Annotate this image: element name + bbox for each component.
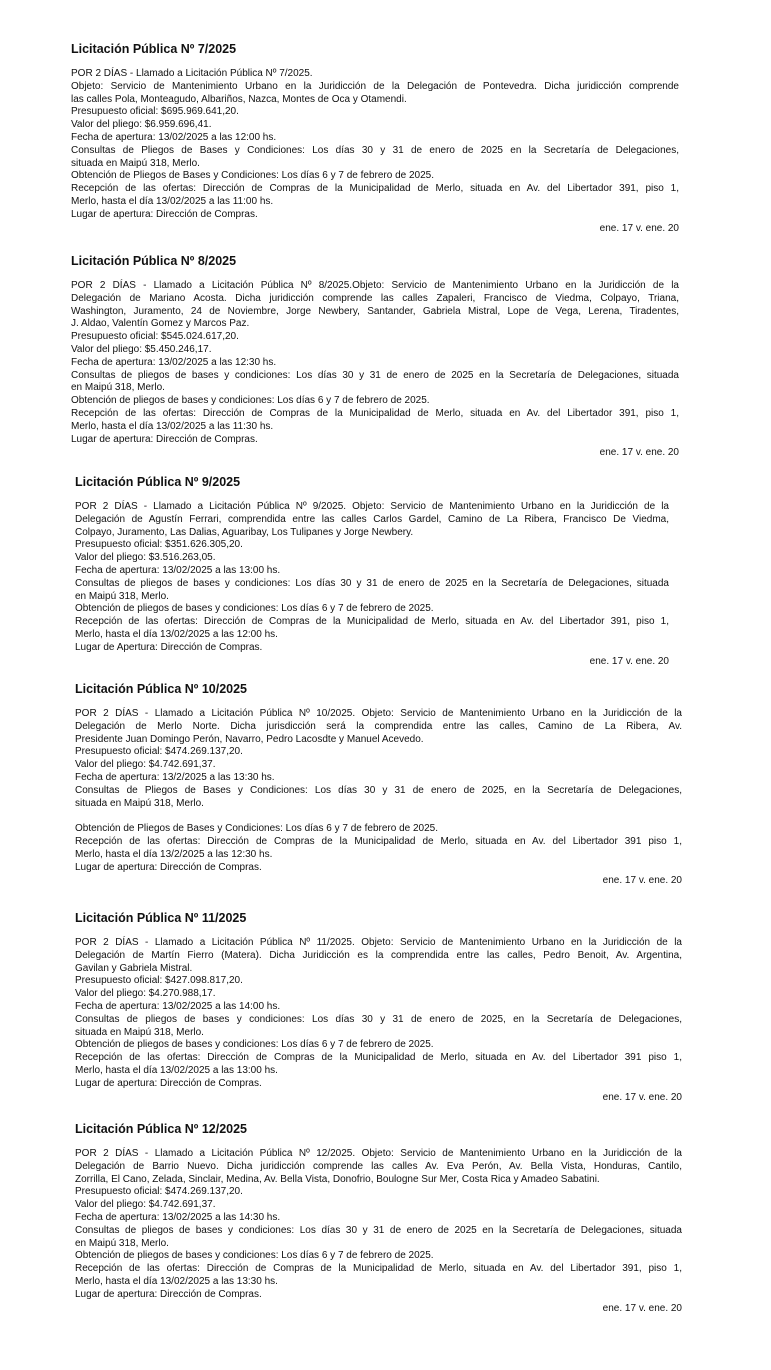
- notice-line: Lugar de apertura: Dirección de Compras.: [75, 861, 262, 873]
- notice-line: en Maipú 318, Merlo.: [75, 590, 169, 602]
- notice-line: Delegación de Merlo Norte. Dicha jurisdicción será la comprendida entre las calles, Camino de La Ribera, Av.: [75, 720, 682, 732]
- publication-dates: ene. 17 v. ene. 20: [599, 447, 679, 459]
- notice-line: Recepción de las ofertas: Dirección de Compras de la Municipalidad de Merlo, situada en Av. del Libertador 391, piso 1,: [71, 183, 679, 195]
- notice-title: Licitación Pública Nº 9/2025: [75, 475, 241, 489]
- notice-line: Lugar de apertura: Dirección de Compras.: [75, 1288, 262, 1300]
- notice-line: Delegación de Barrio Nuevo. Dicha juridicción comprende las calles Av. Eva Perón, Av. Bella Vista, Honduras, Cantilo,: [75, 1160, 682, 1172]
- notice-line: Gavilan y Gabriela Mistral.: [75, 962, 193, 974]
- notice-line: Fecha de apertura: 13/2/2025 a las 13:30 hs.: [75, 771, 275, 783]
- notice-line: Lugar de apertura: Dirección de Compras.: [71, 433, 258, 445]
- notice-body: [75, 1148, 682, 1302]
- notice-line: Recepción de las ofertas: Dirección de Compras de la Municipalidad de Merlo, situada en Av. del Libertador 391, piso 1,: [75, 616, 669, 628]
- notice-line: POR 2 DÍAS - Llamado a Licitación Pública Nº 11/2025. Objeto: Servicio de Mantenimiento Urbano en la Juridicción de la: [75, 937, 682, 948]
- publication-dates: ene. 17 v. ene. 20: [602, 875, 682, 887]
- notice-line: Fecha de apertura: 13/02/2025 a las 13:00 hs.: [75, 564, 281, 576]
- notice-line: Merlo, hasta el día 13/02/2025 a las 12:00 hs.: [75, 628, 278, 640]
- notice-line: Merlo, hasta el día 13/2/2025 a las 12:30 hs.: [75, 848, 273, 860]
- notice-line: Colpayo, Juramento, Las Dalias, Aguaribay, Los Tulipanes y Jorge Newbery.: [75, 526, 414, 538]
- notice-line: Recepción de las ofertas: Dirección de Compras de la Municipalidad de Merlo, situada en Av. del Libertador 391 piso 1,: [75, 835, 682, 847]
- notice-line: Consultas de pliegos de bases y condiciones: Los días 30 y 31 de enero de 2025 en la Secretaría de Delegaciones, situada: [71, 369, 679, 381]
- notice-line: Obtención de pliegos de bases y condiciones: Los días 6 y 7 de febrero de 2025.: [71, 395, 430, 407]
- notice-licitacion-10: [75, 682, 682, 888]
- notice-title: Licitación Pública Nº 11/2025: [75, 911, 247, 925]
- notice-line: Lugar de Apertura: Dirección de Compras.: [75, 641, 263, 653]
- notice-body: [71, 68, 679, 222]
- notice-body: [75, 708, 682, 874]
- notice-licitacion-8: [71, 254, 679, 460]
- notice-line: Consultas de pliegos de bases y condiciones: Los días 30 y 31 de enero de 2025, en la Secretaría de Delegaciones,: [75, 1013, 682, 1025]
- notice-line: Fecha de apertura: 13/02/2025 a las 12:30 hs.: [71, 356, 277, 368]
- notice-line: Delegación de Agustín Ferrari, comprendida entre las calles Carlos Gardel, Camino de La Ribera, Francisco De Viedma,: [75, 513, 669, 525]
- notice-title: Licitación Pública Nº 10/2025: [75, 682, 247, 696]
- notice-line: Consultas de pliegos de bases y condiciones: Los días 30 y 31 de enero de 2025 en la Secretaría de Delegaciones, situada: [75, 1224, 682, 1236]
- notice-line: Consultas de Pliegos de Bases y Condiciones: Los días 30 y 31 de enero de 2025 en la Secretaría de Delegaciones,: [71, 144, 679, 156]
- notice-line: Obtención de pliegos de bases y condiciones: Los días 6 y 7 de febrero de 2025.: [75, 603, 434, 615]
- notice-line: Presupuesto oficial: $545.024.617,20.: [71, 331, 239, 343]
- notice-line: Merlo, hasta el día 13/02/2025 a las 13:00 hs.: [75, 1064, 278, 1076]
- notice-body: [75, 937, 682, 1091]
- notice-line: Valor del pliego: $4.742.691,37.: [75, 759, 216, 771]
- notice-line: situada en Maipú 318, Merlo.: [75, 1026, 204, 1038]
- notice-line: Valor del pliego: $4.270.988,17.: [75, 988, 216, 1000]
- notice-line: Lugar de apertura: Dirección de Compras.: [75, 1077, 262, 1089]
- publication-dates: ene. 17 v. ene. 20: [599, 222, 679, 234]
- notice-line: POR 2 DÍAS - Llamado a Licitación Pública Nº 7/2025.: [71, 68, 313, 79]
- notice-line: J. Aldao, Valentín Gomez y Marcos Paz.: [71, 318, 250, 330]
- notice-licitacion-11: [75, 911, 682, 1104]
- notice-body: [71, 280, 679, 446]
- notice-title: Licitación Pública Nº 7/2025: [71, 42, 237, 56]
- notice-line: Lugar de apertura: Dirección de Compras.: [71, 208, 258, 220]
- notice-title: Licitación Pública Nº 12/2025: [75, 1122, 247, 1136]
- notice-licitacion-9: [75, 475, 669, 668]
- notice-line: Fecha de apertura: 13/02/2025 a las 14:30 hs.: [75, 1211, 281, 1223]
- notice-line: Recepción de las ofertas: Dirección de Compras de la Municipalidad de Merlo, situada en Av. del Libertador 391, piso 1,: [71, 407, 679, 419]
- notice-line: Merlo, hasta el día 13/02/2025 a las 11:30 hs.: [71, 420, 274, 432]
- notice-body: [75, 501, 669, 655]
- notice-line: Fecha de apertura: 13/02/2025 a las 14:00 hs.: [75, 1000, 281, 1012]
- notice-title: Licitación Pública Nº 8/2025: [71, 254, 237, 268]
- notice-line: Obtención de pliegos de bases y condiciones: Los días 6 y 7 de febrero de 2025.: [75, 1039, 434, 1051]
- notice-line: en Maipú 318, Merlo.: [75, 1237, 169, 1249]
- notice-line: Objeto: Servicio de Mantenimiento Urbano en la Juridicción de la Delegación de Pontevedra. Dicha juridicción comprende: [71, 80, 679, 92]
- notice-line: POR 2 DÍAS - Llamado a Licitación Pública Nº 10/2025. Objeto: Servicio de Mantenimiento Urbano en la Juridicción de la: [75, 708, 682, 719]
- notice-line: Recepción de las ofertas: Dirección de Compras de la Municipalidad de Merlo, situada en Av. del Libertador 391, piso 1,: [75, 1263, 682, 1275]
- publication-dates: ene. 17 v. ene. 20: [589, 655, 669, 667]
- notice-line: situada en Maipú 318, Merlo.: [71, 157, 200, 169]
- notice-line: Merlo, hasta el día 13/02/2025 a las 13:30 hs.: [75, 1275, 278, 1287]
- notice-line: Presupuesto oficial: $351.626.305,20.: [75, 539, 243, 551]
- publication-dates: ene. 17 v. ene. 20: [602, 1302, 682, 1314]
- notice-line: Fecha de apertura: 13/02/2025 a las 12:00 hs.: [71, 131, 277, 143]
- notice-line: Valor del pliego: $5.450.246,17.: [71, 343, 212, 355]
- notice-line: Consultas de Pliegos de Bases y Condiciones: Los días 30 y 31 de enero de 2025, en la Secretaría de Delegaciones,: [75, 784, 682, 796]
- notice-line: Recepción de las ofertas: Dirección de Compras de la Municipalidad de Merlo, situada en Av. del Libertador 391 piso 1,: [75, 1052, 682, 1064]
- notice-line: Zorrilla, El Cano, Zelada, Sinclair, Medina, Av. Bella Vista, Donofrio, Boulogne Sur Mer, Costa Rica y Amadeo Sabatini.: [75, 1173, 600, 1185]
- notice-licitacion-12: [75, 1122, 682, 1315]
- paragraph-gap: [75, 810, 682, 823]
- notice-line: POR 2 DÍAS - Llamado a Licitación Pública Nº 12/2025. Objeto: Servicio de Mantenimiento Urbano en la Juridicción de la: [75, 1148, 682, 1159]
- notice-line: Valor del pliego: $3.516.263,05.: [75, 552, 216, 564]
- notice-line: Presupuesto oficial: $427.098.817,20.: [75, 975, 243, 987]
- notice-licitacion-7: [71, 42, 679, 235]
- notice-line: Obtención de pliegos de bases y condiciones: Los días 6 y 7 de febrero de 2025.: [75, 1250, 434, 1262]
- notice-line: Delegación de Mariano Acosta. Dicha juridicción comprende las calles Zapaleri, Francisco de Viedma, Colpayo, Triana,: [71, 292, 679, 304]
- notice-line: POR 2 DÍAS - Llamado a Licitación Pública Nº 8/2025.Objeto: Servicio de Mantenimiento Urbano en la Juridicción de la: [71, 280, 679, 291]
- notice-line: en Maipú 318, Merlo.: [71, 382, 165, 394]
- notice-line: Presidente Juan Domingo Perón, Navarro, Pedro Lacosdte y Manuel Acevedo.: [75, 733, 424, 745]
- notice-line: Presupuesto oficial: $474.269.137,20.: [75, 1186, 243, 1198]
- notice-line: Valor del pliego: $6.959.696,41.: [71, 119, 212, 131]
- notice-line: situada en Maipú 318, Merlo.: [75, 797, 204, 809]
- notice-line: Obtención de Pliegos de Bases y Condiciones: Los días 6 y 7 de febrero de 2025.: [75, 823, 439, 835]
- notice-line: Merlo, hasta el día 13/02/2025 a las 11:00 hs.: [71, 195, 274, 207]
- notice-line: POR 2 DÍAS - Llamado a Licitación Pública Nº 9/2025. Objeto: Servicio de Mantenimiento Urbano en la Juridicción de la: [75, 501, 669, 512]
- notice-line: las calles Pola, Monteagudo, Albariños, Nazca, Montes de Oca y Otamendi.: [71, 93, 407, 105]
- notice-line: Valor del pliego: $4.742.691,37.: [75, 1199, 216, 1211]
- notice-line: Delegación de Martín Fierro (Matera). Dicha Juridicción es la comprendida entre las calles, Pedro Benoit, Av. Argentina,: [75, 949, 682, 961]
- notice-line: Presupuesto oficial: $695.969.641,20.: [71, 106, 239, 118]
- notice-line: Presupuesto oficial: $474.269.137,20.: [75, 746, 243, 758]
- notice-line: Washington, Juramento, 24 de Noviembre, Jorge Newbery, Santander, Gabriela Mistral, Lope de Vega, Lerena, Tiradentes,: [71, 305, 679, 317]
- notice-line: Consultas de pliegos de bases y condiciones: Los días 30 y 31 de enero de 2025 en la Secretaría de Delegaciones, situada: [75, 577, 669, 589]
- publication-dates: ene. 17 v. ene. 20: [602, 1091, 682, 1103]
- notice-line: Obtención de Pliegos de Bases y Condiciones: Los días 6 y 7 de febrero de 2025.: [71, 170, 435, 182]
